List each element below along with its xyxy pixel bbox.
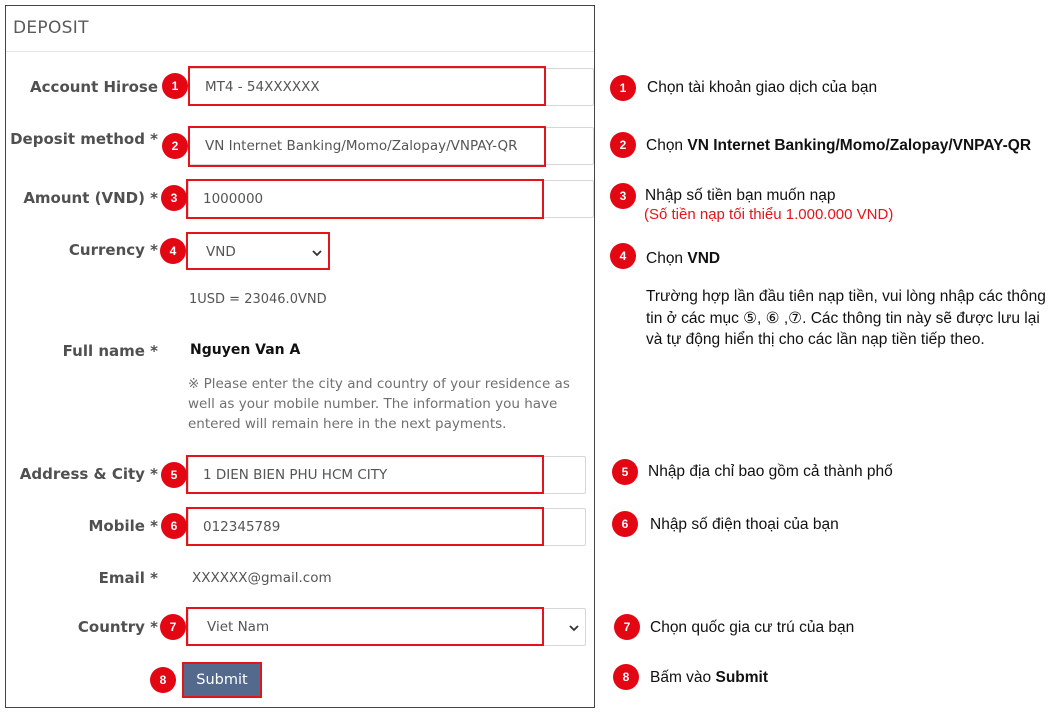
instruction-badge-2: 2 xyxy=(610,132,636,158)
instruction-badge-7: 7 xyxy=(614,614,640,640)
address-label: Address & City * xyxy=(19,465,158,483)
country-value: Viet Nam xyxy=(207,619,270,635)
email-value: XXXXXX@gmail.com xyxy=(192,570,332,586)
amount-highlight xyxy=(186,179,544,219)
country-label: Country * xyxy=(77,618,158,636)
address-value: 1 DIEN BIEN PHU HCM CITY xyxy=(203,467,388,483)
full-name-value: Nguyen Van A xyxy=(190,342,301,358)
currency-highlight xyxy=(186,232,330,270)
instruction-badge-4: 4 xyxy=(610,243,636,269)
badge-step-3: 3 xyxy=(161,185,187,211)
mobile-label: Mobile * xyxy=(88,517,158,535)
badge-step-6: 6 xyxy=(161,513,187,539)
instruction-step-1: Chọn tài khoản giao dịch của bạn xyxy=(647,79,878,96)
badge-step-1: 1 xyxy=(162,73,188,99)
instruction-step-2-bold: VN Internet Banking/Momo/Zalopay/VNPAY-QR xyxy=(687,137,1032,154)
amount-label: Amount (VND) * xyxy=(23,189,158,207)
instruction-badge-3: 3 xyxy=(610,183,636,209)
instruction-step-4 xyxy=(646,250,720,268)
country-highlight xyxy=(186,607,544,646)
instruction-badge-6: 6 xyxy=(612,511,638,537)
account-highlight xyxy=(188,66,546,106)
address-highlight xyxy=(186,455,544,494)
panel-header xyxy=(6,6,594,52)
instruction-step-3: Nhập số tiền bạn muốn nạp xyxy=(645,187,836,204)
instruction-step-4-bold: VND xyxy=(687,250,721,267)
currency-label: Currency * xyxy=(68,241,158,259)
instruction-step-3-minimum: (Số tiền nạp tối thiểu 1.000.000 VND) xyxy=(644,206,894,223)
deposit-method-value: VN Internet Banking/Momo/Zalopay/VNPAY-QR xyxy=(205,138,518,154)
mobile-highlight xyxy=(186,507,544,546)
submit-button[interactable]: Submit xyxy=(182,662,262,698)
badge-step-7: 7 xyxy=(160,614,186,640)
full-name-label: Full name * xyxy=(62,342,158,360)
instruction-step-2-text: Chọn xyxy=(646,137,688,154)
instruction-badge-8: 8 xyxy=(613,664,639,690)
account-label: Account Hirose xyxy=(30,78,158,96)
exchange-rate: 1USD = 23046.0VND xyxy=(189,292,327,307)
residence-note: ※ Please enter the city and country of your residence as well as your mobile number. The information you have entered will remain here in the next payments. xyxy=(188,376,570,432)
badge-step-4: 4 xyxy=(160,238,186,264)
instruction-step-8-text: Bấm vào xyxy=(650,669,716,686)
instruction-step-8 xyxy=(650,669,768,687)
instruction-step-2 xyxy=(646,137,1031,155)
first-time-note: Trường hợp lần đầu tiên nạp tiền, vui lòng nhập các thông tin ở các mục ⑤, ⑥ ,⑦. Các thông tin này sẽ được lưu lại và tự động hiển thị cho các lần nạp tiền tiếp theo. xyxy=(646,288,1046,348)
amount-value: 1000000 xyxy=(203,191,264,207)
instruction-step-4-text: Chọn xyxy=(646,250,688,267)
account-value: MT4 - 54XXXXXX xyxy=(205,79,320,95)
email-label: Email * xyxy=(98,569,158,587)
badge-step-2: 2 xyxy=(162,133,188,159)
currency-value: VND xyxy=(206,244,236,260)
mobile-value: 012345789 xyxy=(203,519,281,535)
instruction-step-7: Chọn quốc gia cư trú của bạn xyxy=(650,619,855,636)
instruction-step-6: Nhập số điện thoại của bạn xyxy=(650,516,839,533)
chevron-down-icon xyxy=(567,621,581,635)
instruction-badge-5: 5 xyxy=(612,459,638,485)
instruction-step-5: Nhập địa chỉ bao gồm cả thành phố xyxy=(648,463,893,480)
badge-step-5: 5 xyxy=(161,462,187,488)
deposit-method-label: Deposit method * xyxy=(10,130,158,148)
badge-step-8: 8 xyxy=(150,667,176,693)
instruction-step-8-bold: Submit xyxy=(715,669,769,686)
page-title: DEPOSIT xyxy=(13,18,89,38)
deposit-method-highlight xyxy=(188,126,546,167)
instruction-badge-1: 1 xyxy=(610,75,636,101)
